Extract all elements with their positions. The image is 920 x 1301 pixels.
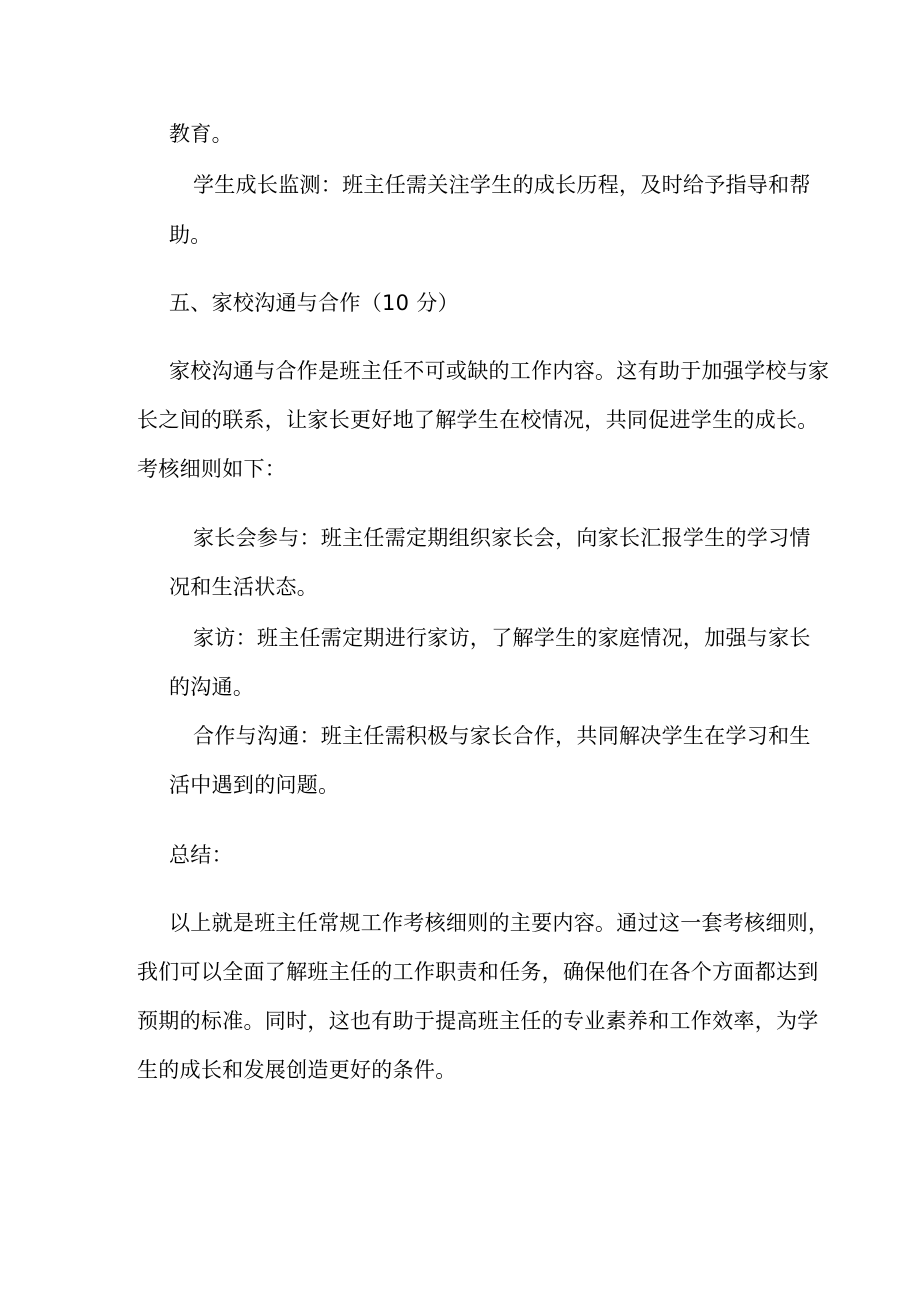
summary-heading: 总结： (169, 843, 233, 867)
text-line: 的沟通。 (169, 675, 255, 699)
text-line: 家访：班主任需定期进行家访，了解学生的家庭情况，加强与家长 (193, 626, 811, 650)
text-line: 合作与沟通：班主任需积极与家长合作，共同解决学生在学习和生 (193, 724, 811, 748)
section-heading: 五、家校沟通与合作（10 分） (169, 291, 459, 315)
text-line: 考核细则如下： (137, 457, 287, 481)
text-line: 助。 (169, 223, 212, 247)
text-line: 我们可以全面了解班主任的工作职责和任务，确保他们在各个方面都达到 (137, 960, 819, 984)
text-line: 以上就是班主任常规工作考核细则的主要内容。通过这一套考核细则， (169, 911, 830, 935)
text-line: 家校沟通与合作是班主任不可或缺的工作内容。这有助于加强学校与家 (169, 359, 830, 383)
text-line: 教育。 (169, 122, 233, 146)
text-line: 生的成长和发展创造更好的条件。 (137, 1058, 457, 1082)
text-line: 长之间的联系，让家长更好地了解学生在校情况，共同促进学生的成长。 (137, 408, 819, 432)
text-line: 家长会参与：班主任需定期组织家长会，向家长汇报学生的学习情 (193, 526, 811, 550)
text-line: 预期的标准。同时，这也有助于提高班主任的专业素养和工作效率，为学 (137, 1009, 819, 1033)
text-line: 活中遇到的问题。 (169, 773, 340, 797)
text-line: 况和生活状态。 (169, 575, 319, 599)
text-line: 学生成长监测：班主任需关注学生的成长历程，及时给予指导和帮 (193, 173, 811, 197)
